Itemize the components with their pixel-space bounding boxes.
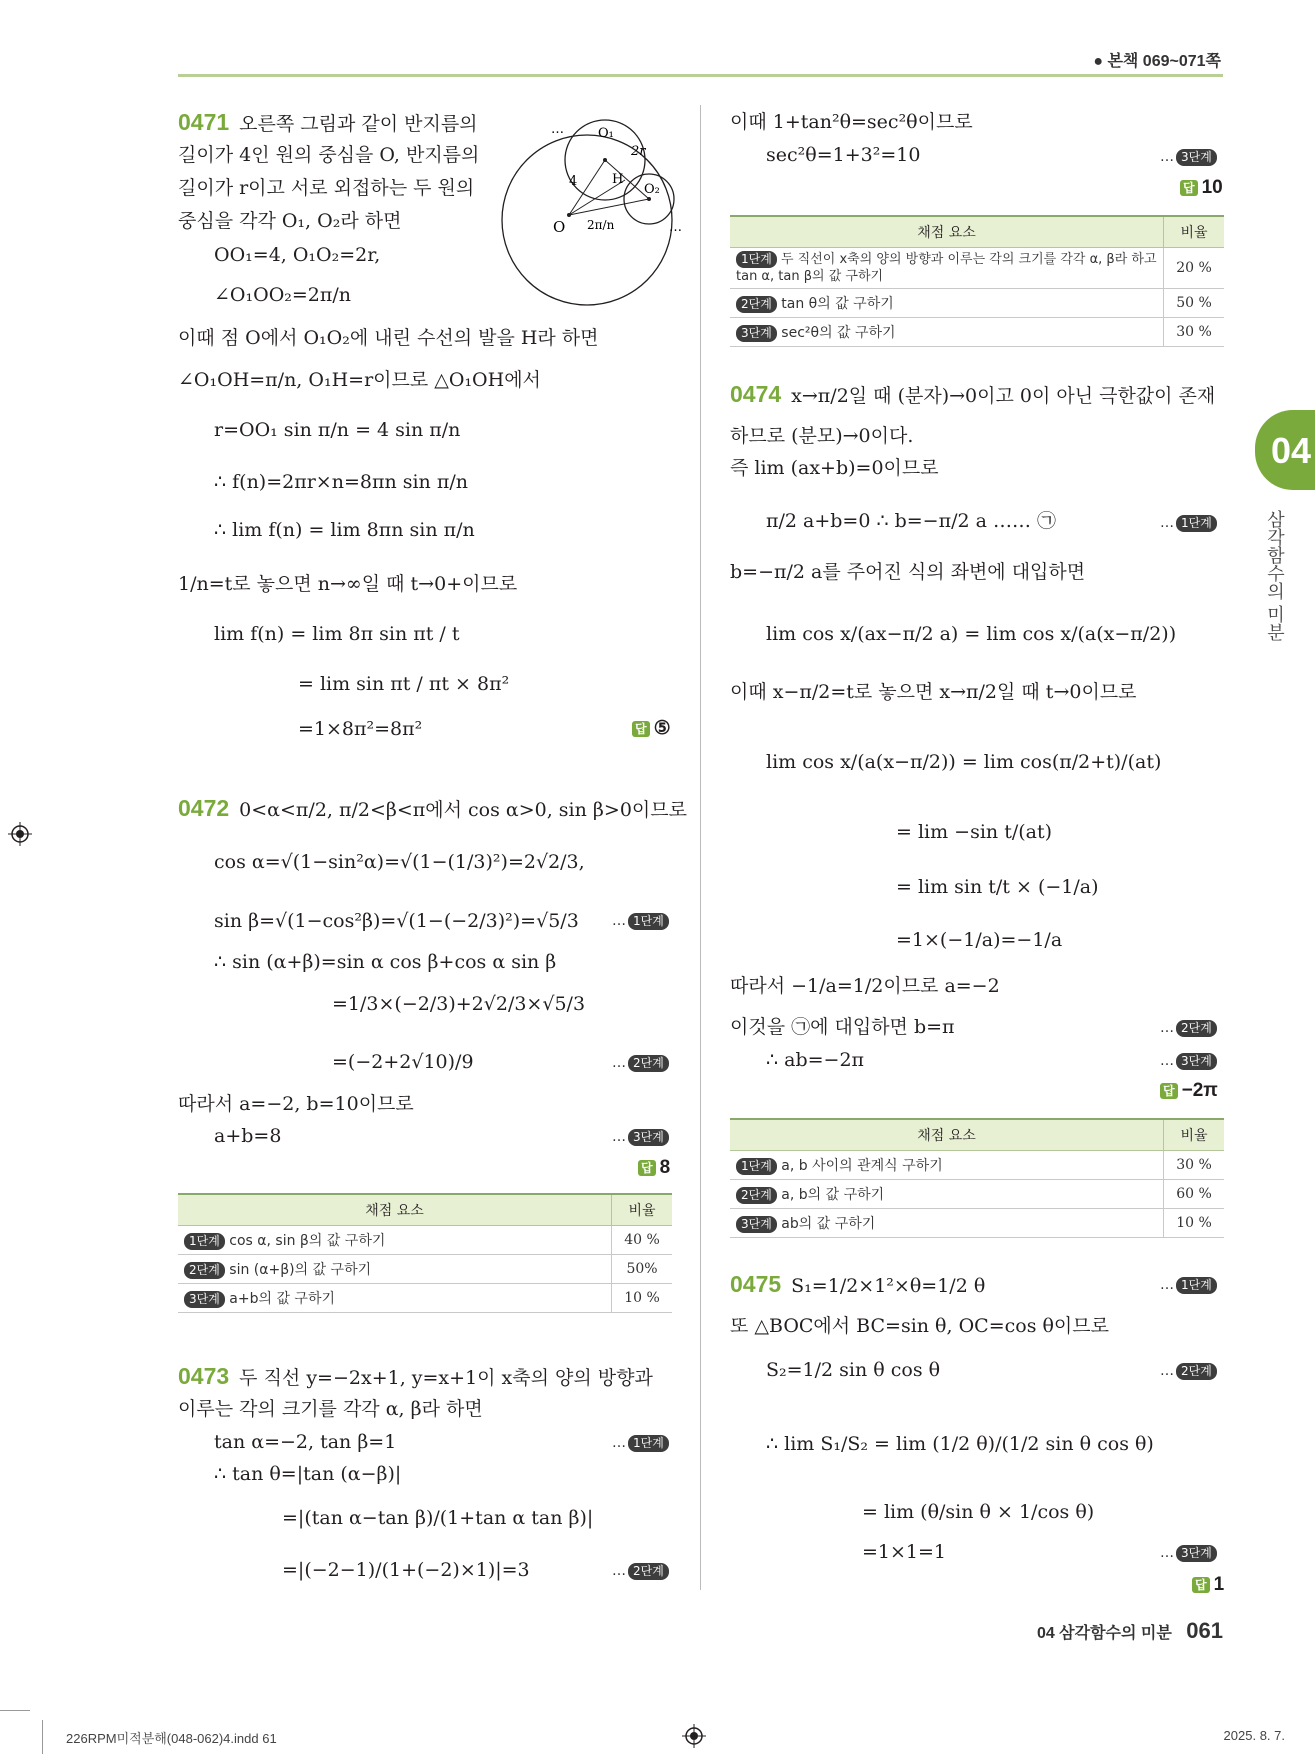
header-rule (178, 74, 1223, 77)
text-line: 또 △BOC에서 BC=sin θ, OC=cos θ이므로 (730, 1315, 1109, 1337)
step-badge: … 1단계 (612, 910, 669, 930)
text-line: 길이가 r이고 서로 외접하는 두 원의 (178, 177, 475, 199)
section-ref: ● 본책 069~071쪽 (1093, 53, 1221, 70)
text-line: r=OO₁ sin π/n = 4 sin π/n (214, 419, 461, 441)
text-line: 따라서 −1/a=1/2이므로 a=−2 (730, 975, 1000, 997)
text-line: x→π/2일 때 (분자)→0이고 0이 아닌 극한값이 존재 (791, 385, 1216, 407)
page-header (0, 0, 1299, 80)
step-badge: … 3단계 (612, 1126, 669, 1146)
text-line: ∠O₁OH=π/n, O₁H=r이므로 △O₁OH에서 (178, 369, 541, 391)
problem-number: 0473 (178, 1363, 230, 1389)
text-line: =1×(−1/a)=−1/a (896, 929, 1063, 951)
scoring-table-0474: 채점 요소 비율 1단계 a, b 사이의 관계식 구하기 30 % 2단계 a, b의 값 구하기 60 % 3단계 ab의 값 구하기 10 % (730, 1118, 1224, 1238)
text-line: 이때 x−π/2=t로 놓으면 x→π/2일 때 t→0이므로 (730, 681, 1137, 703)
label-h: H (612, 172, 624, 187)
problem-number: 0471 (178, 109, 230, 135)
slug-date: 2025. 8. 7. (1223, 1728, 1285, 1743)
answer-0474: 답 −2π (1160, 1080, 1218, 1102)
text-line: OO₁=4, O₁O₂=2r, (214, 244, 381, 266)
slug-file: 226RPM미적분해(048-062)4.indd 61 (66, 1731, 277, 1746)
text-line: ∴ lim f(n) = lim 8πn sin π/n (214, 519, 475, 541)
problem-number: 0474 (730, 381, 782, 407)
text-line: ∴ ab=−2π (766, 1049, 865, 1071)
label-angle: 2π/n (587, 218, 615, 232)
label-o1: O₁ (598, 126, 614, 141)
chapter-tab-number: 04 (1271, 430, 1312, 471)
label-4: 4 (569, 174, 578, 189)
text-line: ∴ tan θ=|tan (α−β)| (214, 1463, 402, 1485)
table-row: 3단계 sec²θ의 값 구하기 30 % (730, 318, 1224, 347)
table-row: 3단계 a+b의 값 구하기 10 % (178, 1284, 672, 1313)
text-line: S₂=1/2 sin θ cos θ (766, 1359, 941, 1381)
text-line: = lim sin πt / πt × 8π² (298, 673, 510, 695)
answer-0472: 답 8 (638, 1157, 670, 1179)
text-line: =1/3×(−2/3)+2√2/3×√5/3 (332, 993, 586, 1015)
page-number: 061 (1186, 1618, 1223, 1643)
text-line: 이루는 각의 크기를 각각 α, β라 하면 (178, 1398, 483, 1420)
answer-0475: 답 1 (1192, 1574, 1224, 1596)
slug-rule (0, 1710, 30, 1711)
text-line: lim f(n) = lim 8π sin πt / t (214, 623, 460, 645)
text-line: 하므로 (분모)→0이다. (730, 425, 914, 447)
step-badge: … 1단계 (1160, 1274, 1217, 1294)
text-line: = lim (θ/sin θ × 1/cos θ) (862, 1501, 1095, 1523)
footer-label: 04 삼각함수의 미분 (1036, 1625, 1172, 1642)
table-row: 2단계 sin (α+β)의 값 구하기 50% (178, 1255, 672, 1284)
step-badge: … 1단계 (612, 1432, 669, 1452)
table-row: 2단계 a, b의 값 구하기 60 % (730, 1180, 1224, 1209)
text-line: lim cos x/(a(x−π/2)) = lim cos(π/2+t)/(at) (766, 751, 1162, 773)
text-line: 즉 lim (ax+b)=0이므로 (730, 457, 939, 479)
text-line: = lim sin t/t × (−1/a) (896, 876, 1099, 898)
text-line: 1/n=t로 놓으면 n→∞일 때 t→0+이므로 (178, 573, 518, 595)
label-dots-right: … (669, 220, 682, 235)
label-o2: O₂ (644, 182, 660, 197)
step-badge: … 3단계 (1160, 1050, 1217, 1070)
circle-figure (485, 115, 690, 310)
step-badge: … 3단계 (1160, 1542, 1217, 1562)
label-o: O (553, 218, 566, 236)
text-line: 이때 점 O에서 O₁O₂에 내린 수선의 발을 H라 하면 (178, 327, 599, 349)
text-line: S₁=1/2×1²×θ=1/2 θ (791, 1275, 986, 1297)
step-badge: … 2단계 (612, 1560, 669, 1580)
table-row: 1단계 cos α, sin β의 값 구하기 40 % (178, 1226, 672, 1255)
text-line: =1×8π²=8π² (298, 718, 423, 740)
column-divider (700, 105, 701, 1590)
step-badge: … 2단계 (612, 1052, 669, 1072)
chapter-tab-title: 삼각함수의 미분 (1265, 510, 1285, 642)
registration-mark-icon (682, 1724, 706, 1752)
step-badge: … 1단계 (1160, 512, 1217, 532)
answer-0471: 답 ⑤ (632, 717, 671, 740)
table-row: 2단계 tan θ의 값 구하기 50 % (730, 289, 1224, 318)
slug-rule-v (42, 1720, 43, 1754)
label-2r: 2r (631, 144, 646, 159)
page-footer (1037, 1618, 1223, 1644)
text-line: =(−2+2√10)/9 (332, 1051, 474, 1073)
table-row: 3단계 ab의 값 구하기 10 % (730, 1209, 1224, 1238)
text-line: =1×1=1 (862, 1541, 947, 1563)
step-badge: … 3단계 (1160, 146, 1217, 166)
step-badge: … 2단계 (1160, 1017, 1217, 1037)
text-line: 따라서 a=−2, b=10이므로 (178, 1093, 414, 1115)
text-line: lim cos x/(ax−π/2 a) = lim cos x/(a(x−π/2)) (766, 623, 1177, 645)
text-line: 두 직선 y=−2x+1, y=x+1이 x축의 양의 방향과 (239, 1367, 653, 1389)
text-line: π/2 a+b=0 ∴ b=−π/2 a …… ㉠ (766, 510, 1057, 532)
problem-number: 0475 (730, 1271, 782, 1297)
scoring-table-0472: 채점 요소 비율 1단계 cos α, sin β의 값 구하기 40 % 2단계 sin (α+β)의 값 구하기 50% 3단계 a+b의 값 구하기 10 % (178, 1193, 672, 1313)
scoring-table-0473: 채점 요소 비율 1단계 두 직선이 x축의 양의 방향과 이루는 각의 크기를 각각 α, β라 하고 tan α, tan β의 값 구하기 20 % 2단계 tan θ의 값 구하기 50 % 3단계 sec²θ의 값 구하기 30 % (730, 215, 1224, 347)
text-line: 중심을 각각 O₁, O₂라 하면 (178, 210, 402, 232)
text-line: ∠O₁OO₂=2π/n (214, 284, 352, 306)
text-line: =|(tan α−tan β)/(1+tan α tan β)| (282, 1507, 594, 1529)
table-row: 1단계 a, b 사이의 관계식 구하기 30 % (730, 1151, 1224, 1180)
text-line: 오른쪽 그림과 같이 반지름의 (239, 113, 478, 135)
label-dots: … (551, 122, 564, 137)
text-line: =|(−2−1)/(1+(−2)×1)|=3 (282, 1559, 530, 1581)
answer-0473: 답 10 (1180, 177, 1223, 199)
text-line: ∴ sin (α+β)=sin α cos β+cos α sin β (214, 951, 557, 973)
text-line: a+b=8 (214, 1125, 282, 1147)
text-line: cos α=√(1−sin²α)=√(1−(1/3)²)=2√2/3, (214, 851, 585, 873)
text-line: b=−π/2 a를 주어진 식의 좌변에 대입하면 (730, 561, 1086, 583)
table-row: 1단계 두 직선이 x축의 양의 방향과 이루는 각의 크기를 각각 α, β라 하고 tan α, tan β의 값 구하기 20 % (730, 248, 1224, 289)
chapter-tab (1255, 410, 1315, 490)
registration-mark-icon (8, 822, 32, 850)
text-line: sec²θ=1+3²=10 (766, 144, 921, 166)
text-line: 0<α<π/2, π/2<β<π에서 cos α>0, sin β>0이므로 (239, 799, 687, 821)
text-line: ∴ lim S₁/S₂ = lim (1/2 θ)/(1/2 sin θ cos θ) (766, 1433, 1154, 1455)
text-line: tan α=−2, tan β=1 (214, 1431, 397, 1453)
problem-number: 0472 (178, 795, 230, 821)
text-line: 이때 1+tan²θ=sec²θ이므로 (730, 111, 973, 133)
step-badge: … 2단계 (1160, 1360, 1217, 1380)
text-line: = lim −sin t/(at) (896, 821, 1053, 843)
text-line: ∴ f(n)=2πr×n=8πn sin π/n (214, 471, 468, 493)
text-line: sin β=√(1−cos²β)=√(1−(−2/3)²)=√5/3 (214, 910, 579, 932)
text-line: 이것을 ㉠에 대입하면 b=π (730, 1016, 955, 1038)
text-line: 길이가 4인 원의 중심을 O, 반지름의 (178, 144, 480, 166)
